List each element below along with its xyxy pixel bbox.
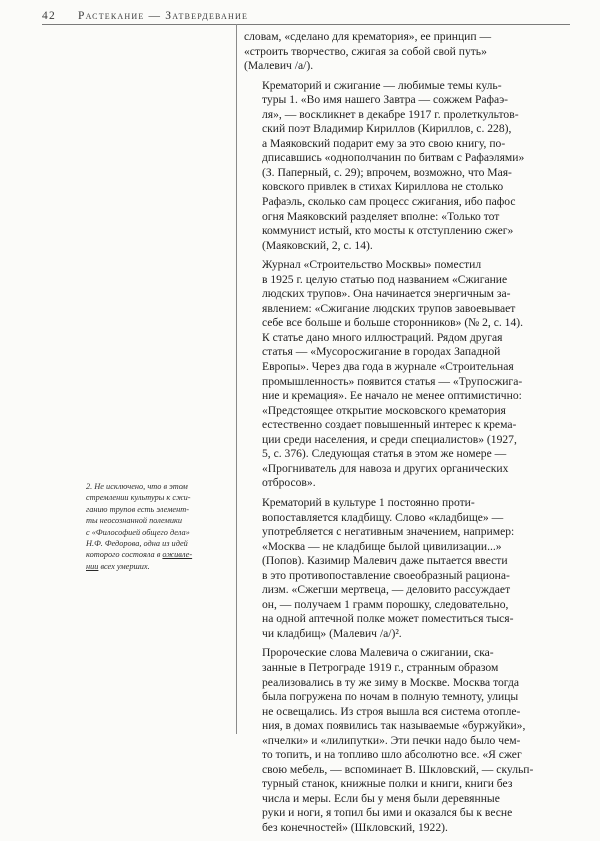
text-line: Рафаэль, сколько сам процесс сжигания, ибо пафос <box>262 195 516 209</box>
text-line: «Предстоящее открытие московского крематория <box>262 403 506 417</box>
text-line: руки и ноги, я топил бы ими и оказался бы к весне <box>262 806 513 820</box>
text-line: в это противопоставление своеобразный рациона- <box>262 568 510 582</box>
text-line: свою мебель, — вспоминает В. Шкловский, — скульп- <box>262 762 534 776</box>
text-line: употребляется с негативным значением, например: <box>262 525 515 539</box>
text-line: реализовались в ту же зиму в Москве. Москва тогда <box>262 675 520 689</box>
text-line: Пророческие слова Малевича о сжигании, ска- <box>262 646 494 660</box>
text-line: ния, в домах появились так называемые «буржуйки», <box>262 719 526 733</box>
text-line: «Прогниватель для навоза и других органических <box>262 461 509 475</box>
text-line: в 1925 г. целую статью под названием «Сжигание <box>262 272 508 286</box>
running-title: Растекание — Затвердевание <box>78 10 249 22</box>
footnote-line: 2. Не исключено, что в этом <box>86 482 188 491</box>
footnote-line: ты неосознанной полемики <box>86 516 183 526</box>
page-number: 42 <box>42 10 56 22</box>
header-rule <box>42 24 570 25</box>
text-line: себе все больше и больше сторонников» (№ 2, с. 14). <box>262 316 524 330</box>
text-line: (З. Паперный, с. 29); впрочем, возможно, что Мая- <box>262 165 512 179</box>
underlined-word: нии <box>86 561 99 571</box>
text-line: явлением: «Сжигание людских трупов завоевывает <box>262 301 516 315</box>
text-line: он, — получаем 1 грамм порошку, следовательно, <box>262 597 509 611</box>
side-footnote <box>86 481 232 572</box>
text-line: Европы». Через два года в журнале «Строительная <box>262 360 514 374</box>
main-text <box>244 30 556 841</box>
text-line: ции среди населения, и среди специалистов» (1927, <box>262 432 517 446</box>
text-line: 5, с. 376). Следующая статья в этом же номере — <box>262 447 507 461</box>
text-line: естественно создает повышенный интерес к крема- <box>262 418 517 432</box>
column-divider <box>236 24 237 734</box>
text-line: без конечностей» (Шкловский, 1922). <box>262 820 448 834</box>
paragraph <box>244 496 556 641</box>
text-line: турный станок, книжные полки и книги, книги без <box>262 777 513 791</box>
text-line: К статье дано много иллюстраций. Рядом другая <box>262 330 503 344</box>
text-line: (Малевич /а/). <box>244 59 314 73</box>
underlined-word: оживле- <box>162 550 193 560</box>
text-line: дписавшись «однополчанин по битвам с Рафаэлями» <box>262 151 525 165</box>
text-line: Журнал «Строительство Москвы» поместил <box>262 258 482 272</box>
text-line: ля», — воскликнет в декабре 1917 г. пролеткультов- <box>262 107 519 121</box>
text-line: была погружена по ночам в полную темноту, улицы <box>262 690 519 704</box>
footnote-line <box>86 549 232 560</box>
text-line: чи кладбищ» (Малевич /а/)². <box>262 626 402 640</box>
paragraph <box>244 79 556 254</box>
text-line: лизм. «Сжегши мертвеца, — деловито рассуждает <box>262 583 511 597</box>
footnote-text: всех умерших. <box>98 561 150 571</box>
text-line: Крематорий в культуре 1 постоянно проти- <box>262 495 475 509</box>
text-line: занные в Петрограде 1919 г., странным образом <box>262 660 499 674</box>
text-line: «пчелки» и «лилипутки». Эти печки надо было чем- <box>262 733 521 747</box>
footnote-line: Н.Ф. Федорова, одна из идей <box>86 539 188 549</box>
text-line: статья — «Мусоросжигание в городах Западной <box>262 345 501 359</box>
text-line: ние и кремация». Ее начало не менее оптимистично: <box>262 389 522 403</box>
footnote-line: ганию трупов есть элемент- <box>86 504 189 514</box>
text-line: промышленность» появится статья — «Трупосжига- <box>262 374 523 388</box>
paragraph <box>244 30 556 74</box>
text-line: огня Маяковский разделяет вполне: «Только тот <box>262 209 500 223</box>
text-line: не освещались. Из строя вышла вся система отопле- <box>262 704 521 718</box>
text-line: ский поэт Владимир Кириллов (Кириллов, с. 228), <box>262 122 512 136</box>
text-line: на одной аптечной полке может поместиться тыся- <box>262 612 514 626</box>
footnote-line <box>86 561 232 572</box>
text-line: числа и меры. Если бы у меня были деревянные <box>262 791 500 805</box>
paragraph <box>244 258 556 491</box>
text-line: «Москва — не кладбище былой цивилизации...» <box>262 539 502 553</box>
text-line: то топить, и на топливо шло абсолютно все. «Я сжег <box>262 748 522 762</box>
text-line: людских трупов». Она начинается энергичным за- <box>262 287 511 301</box>
text-line: (Попов). Казимир Малевич даже пытается ввести <box>262 554 508 568</box>
footnote-text: которого состояла в <box>86 550 163 560</box>
paragraph <box>244 646 556 835</box>
text-line: «строить творчество, сжигая за собой свой путь» <box>244 44 487 58</box>
footnote-line: с «Философией общего дела» <box>86 527 190 537</box>
text-line: а Маяковский подарит ему за это свою книгу, по- <box>262 136 506 150</box>
text-line: (Маяковский, 2, с. 14). <box>262 238 373 252</box>
text-line: Крематорий и сжигание — любимые темы куль- <box>262 78 502 92</box>
text-line: вопоставляется кладбищу. Слово «кладбище» — <box>262 510 504 524</box>
footnote-line: стремлении культуры к сжи- <box>86 493 191 503</box>
text-line: ковского привлек в стихах Кириллова не столько <box>262 180 504 194</box>
text-line: туры 1. «Во имя нашего Завтра — сожжем Рафаэ- <box>262 93 509 107</box>
text-line: словам, «сделано для крематория», ее принцип — <box>244 30 492 43</box>
text-line: отбросов». <box>262 476 316 490</box>
text-line: коммунист истый, кто мосты к отступлению сжег» <box>262 224 514 238</box>
